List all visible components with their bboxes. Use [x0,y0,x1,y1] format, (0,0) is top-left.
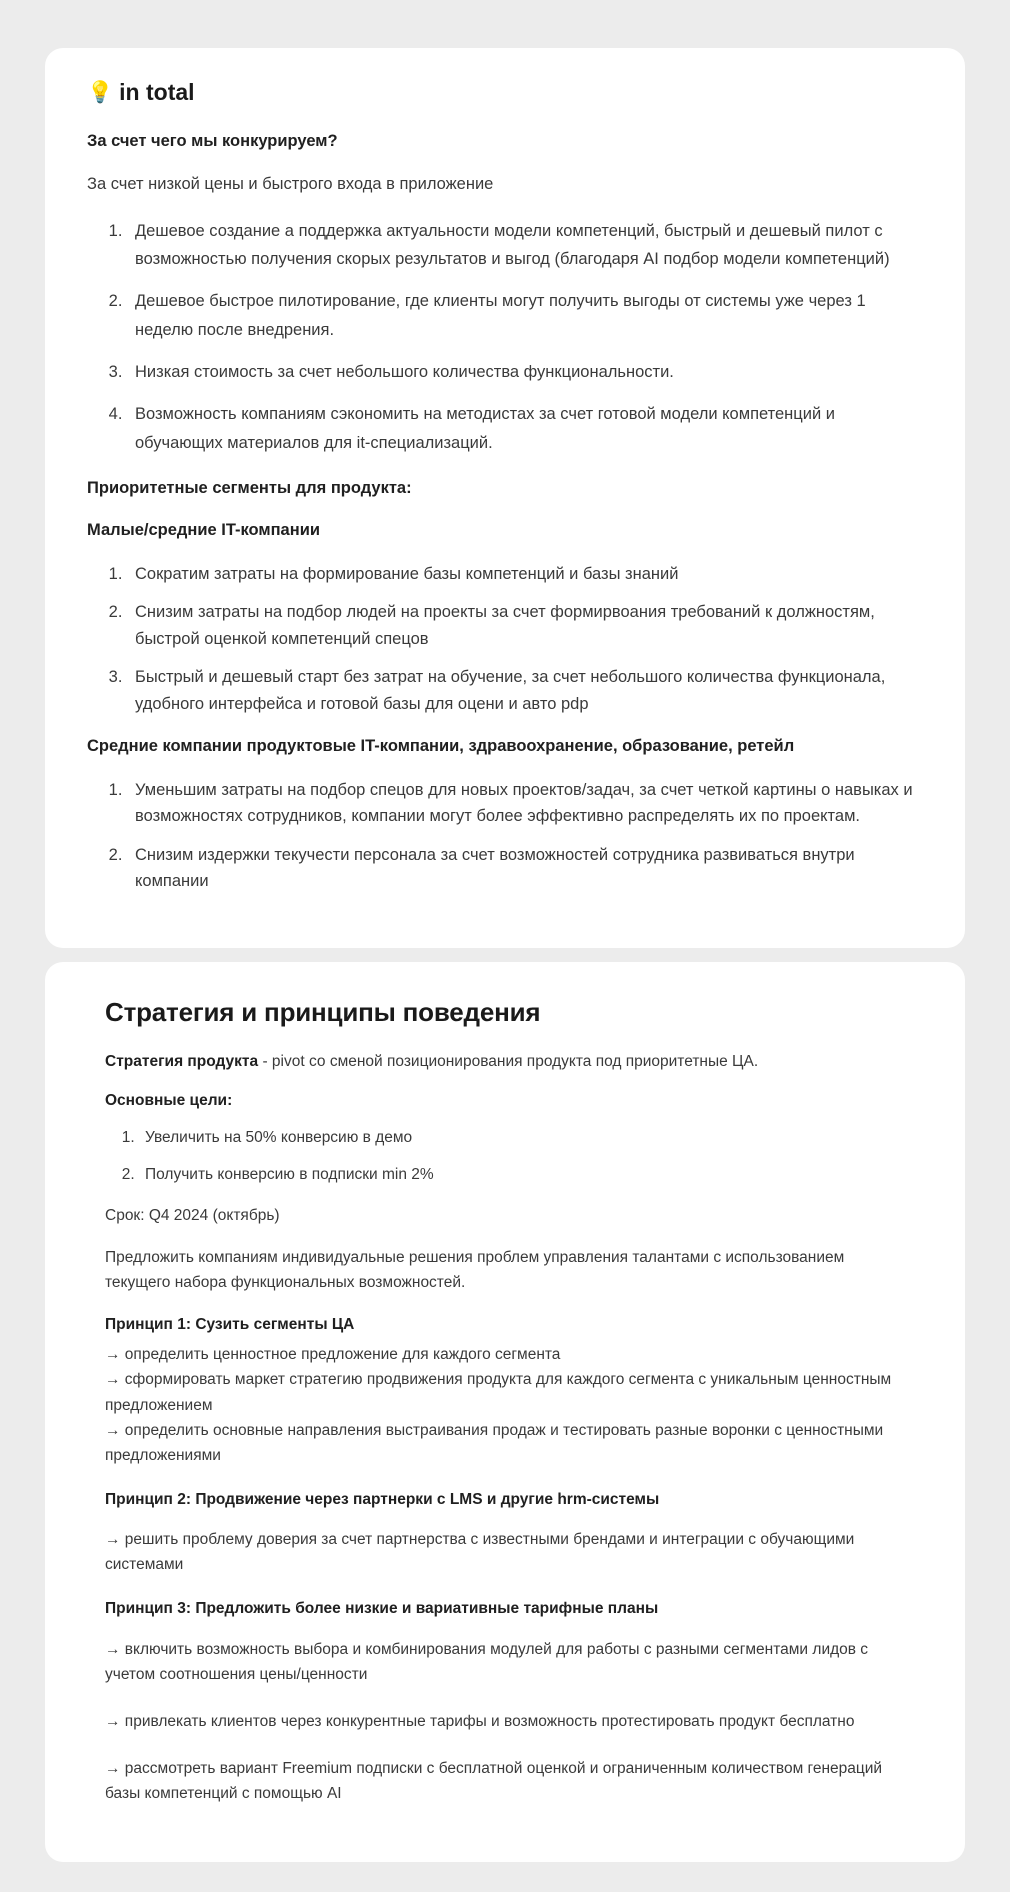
overview-title: in total [119,79,195,105]
principle-3-heading: Принцип 3: Предложить более низкие и вариативные тарифные планы [105,1600,659,1618]
card-divider-gap [45,948,965,962]
goals-list [105,1126,905,1188]
list-item: 2. Дешевое быстрое пилотирование, где клиенты могут получить выгоды от системы уже через 1 неделю после внедрения. [127,287,923,344]
list-item: 3. Быстрый и дешевый старт без затрат на обучение, за счет небольшого количества функционала, удобного интерфейса и готовой базы для оцени и авто pdp [127,664,923,717]
principle-3-line-1 [105,1637,905,1687]
strategy-card [45,962,965,1862]
arrow-line: → включить возможность выбора и комбинирования модулей для работы с разными сегментами лидов с учетом соотношения цены/ценности [105,1640,869,1683]
principle-1-lines [105,1342,905,1468]
principle-3-line-2 [105,1709,905,1734]
product-strategy-label: Стратегия продукта [105,1053,259,1071]
list-item: 1. Сократим затраты на формирование базы компетенций и базы знаний [127,561,923,587]
principle-2-lines [105,1527,905,1577]
arrow-line: → определить основные направления выстраивания продаж и тестировать разные воронки с ценностными предложениями [105,1421,884,1464]
advantages-list [87,217,923,458]
list-item: 2. Получить конверсию в подписки min 2% [139,1163,905,1188]
segment-mid-heading: Средние компании продуктовые IT-компании, здравоохранение, образование, ретейл [87,736,795,755]
list-item: 1. Дешевое создание а поддержка актуальности модели компетенций, быстрый и дешевый пилот с возможностью получения скорых результатов и выгод (благодаря AI подбор модели компетенций) [127,217,923,274]
list-item: 4. Возможность компаниям сэкономить на методистах за счет готовой модели компетенций и обучающих материалов для it-специализаций. [127,400,923,457]
competition-answer: За счет низкой цены и быстрого входа в приложение [87,174,494,193]
proposal-text: Предложить компаниям индивидуальные решения проблем управления талантами с использованием текущего набора функциональных возможностей. [105,1249,845,1291]
list-item: 3. Низкая стоимость за счет небольшого количества функциональности. [127,358,923,386]
list-item: 2. Снизим издержки текучести персонала за счет возможностей сотрудника развиваться внутри компании [127,842,923,895]
segment-small-heading: Малые/средние IT-компании [87,521,320,540]
overview-card [45,48,965,948]
lightbulb-icon: 💡 [87,81,114,105]
competition-question-heading: За счет чего мы конкурируем? [87,131,338,150]
list-item: 1. Увеличить на 50% конверсию в демо [139,1126,905,1151]
deadline-text: Срок: Q4 2024 (октябрь) [105,1206,280,1224]
list-item: 2. Снизим затраты на подбор людей на проекты за счет формирвоания требований к должностям, быстрой оценкой компетенций спецов [127,599,923,652]
segment-small-list [87,561,923,717]
arrow-line: → рассмотреть вариант Freemium подписки с бесплатной оценкой и ограниченным количеством генераций базы компетенций с помощью AI [105,1759,883,1802]
principle-2-heading: Принцип 2: Продвижение через партнерки с LMS и другие hrm-системы [105,1490,660,1508]
strategy-title: Стратегия и принципы поведения [105,997,541,1028]
arrow-line: → привлекать клиентов через конкурентные тарифы и возможность протестировать продукт бесплатно [105,1712,855,1730]
principle-1-heading: Принцип 1: Сузить сегменты ЦА [105,1316,355,1334]
arrow-line: → решить проблему доверия за счет партнерства с известными брендами и интеграции с обучающими системами [105,1531,855,1574]
goals-heading: Основные цели: [105,1091,233,1109]
list-item: 1. Уменьшим затраты на подбор спецов для новых проектов/задач, за счет четкой картины о навыках и возможностях сотрудников, компании могут более эффективно распределять их по проектам. [127,777,923,830]
arrow-line: → сформировать маркет стратегию продвижения продукта для каждого сегмента с уникальным ценностным предложением [105,1371,892,1414]
segments-heading: Приоритетные сегменты для продукта: [87,479,412,498]
principle-3-line-3 [105,1756,905,1806]
arrow-line: → определить ценностное предложение для каждого сегмента [105,1346,561,1364]
product-strategy-line [105,1050,905,1074]
overview-title-row [87,78,923,108]
segment-mid-list [87,777,923,895]
product-strategy-text: - pivot со сменой позиционирования продукта под приоритетные ЦА. [258,1053,759,1071]
